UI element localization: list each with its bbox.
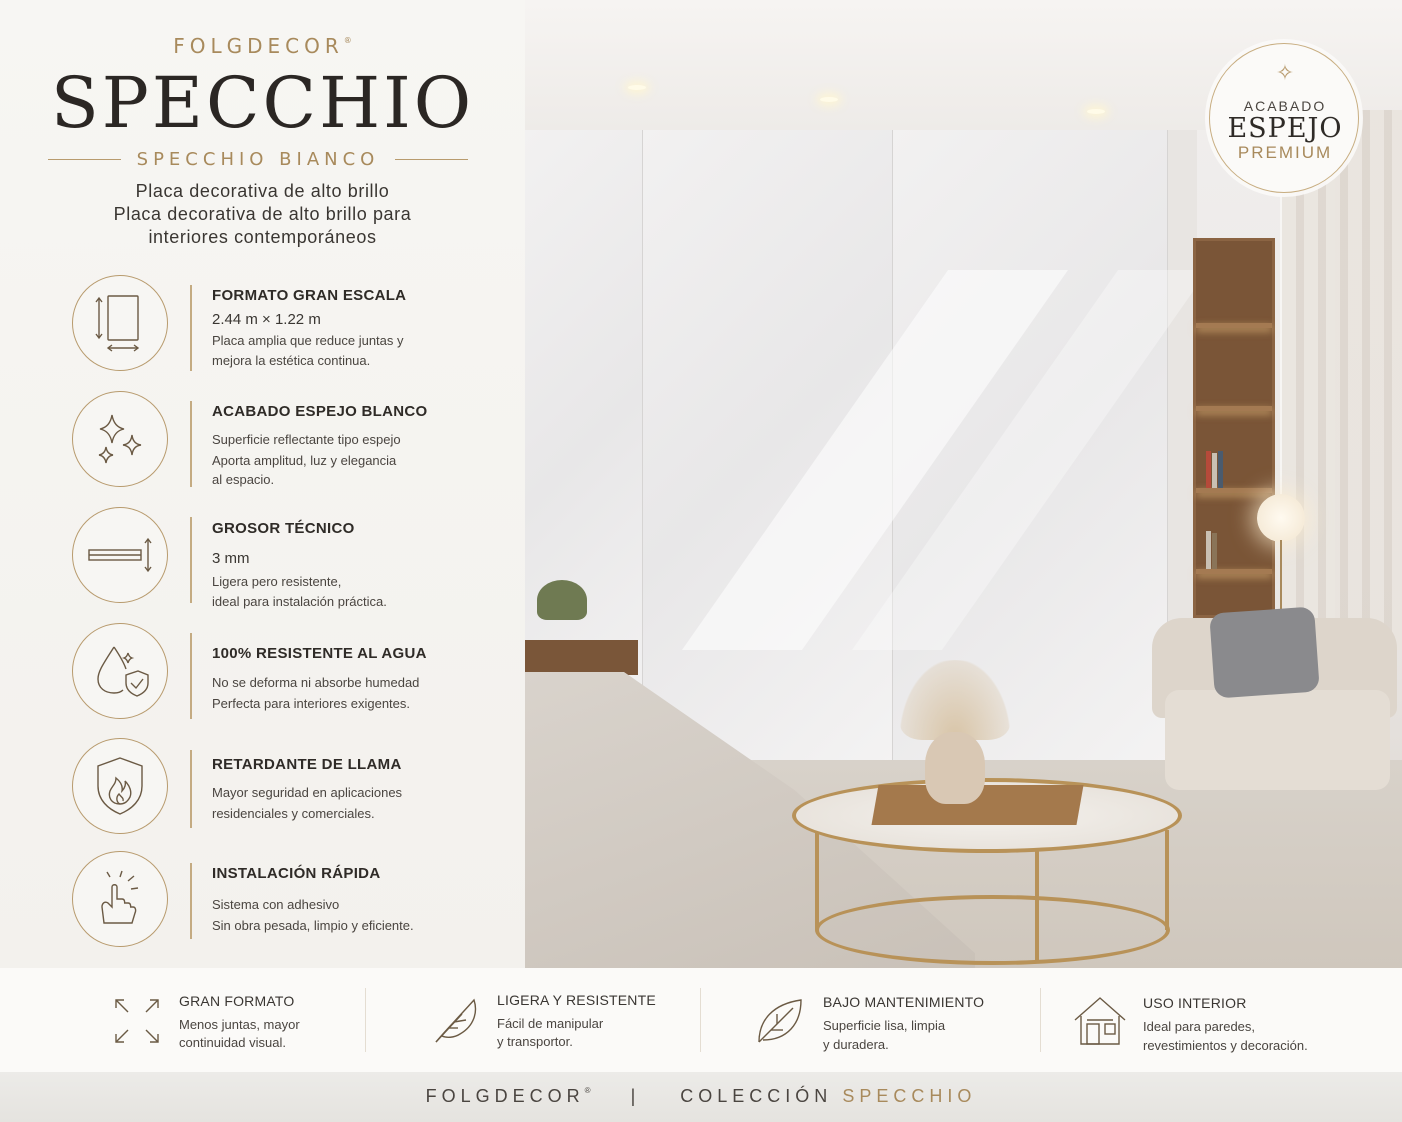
vase bbox=[925, 732, 985, 804]
benefit-desc: continuidad visual. bbox=[179, 1035, 286, 1050]
benefit-desc: Superficie lisa, limpia bbox=[823, 1018, 946, 1033]
feature-spec: 3 mm bbox=[212, 550, 250, 567]
panel-dimensions-icon bbox=[72, 275, 168, 371]
benefit-desc: revestimientos y decoración. bbox=[1143, 1038, 1308, 1053]
thickness-icon bbox=[72, 507, 168, 603]
book bbox=[1212, 533, 1217, 569]
benefit-desc: y transportor. bbox=[497, 1034, 573, 1049]
pampas-grass bbox=[900, 660, 1010, 740]
feature-divider bbox=[190, 750, 192, 828]
footer-brand: FOLGDECOR bbox=[425, 1086, 585, 1106]
book bbox=[1206, 531, 1211, 569]
registered-mark: ® bbox=[584, 1086, 591, 1095]
tagline-line: interiores contemporáneos bbox=[148, 227, 377, 247]
feature-desc: al espacio. bbox=[212, 472, 275, 487]
collection-name: SPECCHIO bbox=[842, 1086, 977, 1106]
hand-press-icon bbox=[72, 851, 168, 947]
tagline bbox=[0, 180, 525, 249]
shelf bbox=[1196, 323, 1272, 328]
feature-title: ACABADO ESPEJO BLANCO bbox=[212, 403, 428, 420]
benefit-item bbox=[430, 968, 690, 1072]
feature-divider bbox=[190, 517, 192, 603]
leaf-icon bbox=[753, 994, 807, 1048]
benefit-desc: Fácil de manipular bbox=[497, 1016, 604, 1031]
footer-text bbox=[0, 1086, 1402, 1107]
ceiling-light bbox=[1087, 109, 1105, 114]
product-title: SPECCHIO bbox=[50, 62, 475, 144]
house-icon bbox=[1073, 994, 1127, 1048]
strip-divider bbox=[700, 988, 701, 1052]
shelf bbox=[1196, 569, 1272, 574]
flame-shield-icon bbox=[72, 738, 168, 834]
feature-desc: residenciales y comerciales. bbox=[212, 806, 375, 821]
feature-title: FORMATO GRAN ESCALA bbox=[212, 287, 407, 304]
benefit-desc: Menos juntas, mayor bbox=[179, 1017, 300, 1032]
footer-divider: | bbox=[630, 1086, 641, 1106]
badge-line: ACABADO bbox=[1243, 98, 1327, 114]
expand-arrows-icon bbox=[110, 994, 164, 1048]
sparkles-icon bbox=[72, 391, 168, 487]
feature-desc: Placa amplia que reduce juntas y bbox=[212, 333, 404, 348]
feature-spec: 2.44 m × 1.22 m bbox=[212, 311, 321, 328]
feature-desc: mejora la estética continua. bbox=[212, 353, 371, 368]
table-base bbox=[815, 895, 1170, 965]
table-leg bbox=[1035, 850, 1039, 960]
feature-title: 100% RESISTENTE AL AGUA bbox=[212, 645, 427, 662]
benefit-title: USO INTERIOR bbox=[1143, 995, 1247, 1011]
feature-install bbox=[0, 851, 525, 961]
feature-desc: Sistema con adhesivo bbox=[212, 897, 340, 912]
benefit-desc: Ideal para paredes, bbox=[1143, 1019, 1256, 1034]
feature-format bbox=[0, 275, 525, 385]
product-subtitle: SPECCHIO BIANCO bbox=[136, 148, 380, 170]
feature-desc: Ligera pero resistente, bbox=[212, 574, 342, 589]
feature-title: INSTALACIÓN RÁPIDA bbox=[212, 865, 381, 882]
tagline-line: Placa decorativa de alto brillo para bbox=[113, 204, 412, 224]
benefit-item bbox=[753, 968, 1023, 1072]
table-leg bbox=[815, 830, 819, 930]
feature-title: GROSOR TÉCNICO bbox=[212, 520, 355, 537]
badge-line: ESPEJO bbox=[1227, 113, 1343, 144]
strip-divider bbox=[1040, 988, 1041, 1052]
table-leg bbox=[1165, 830, 1169, 930]
armchair-seat bbox=[1165, 690, 1390, 790]
feature-finish bbox=[0, 391, 525, 501]
benefit-title: BAJO MANTENIMIENTO bbox=[823, 994, 985, 1010]
brand-name: FOLGDECOR bbox=[173, 34, 344, 58]
benefit-desc: y duradera. bbox=[823, 1037, 889, 1052]
feature-desc: Superficie reflectante tipo espejo bbox=[212, 432, 401, 447]
badge-line: PREMIUM bbox=[1237, 143, 1333, 162]
benefit-item bbox=[1073, 968, 1373, 1072]
floor-lamp bbox=[1257, 494, 1305, 542]
feature-desc: Mayor seguridad en aplicaciones bbox=[212, 785, 403, 800]
book bbox=[1212, 453, 1217, 488]
feature-desc: Perfecta para interiores exigentes. bbox=[212, 696, 410, 711]
benefits-strip bbox=[0, 968, 1402, 1072]
feature-thickness bbox=[0, 507, 525, 617]
shelf bbox=[1196, 488, 1272, 493]
feature-divider bbox=[190, 285, 192, 371]
feature-water bbox=[0, 623, 525, 733]
bookshelf bbox=[1193, 238, 1275, 618]
shelf bbox=[1196, 406, 1272, 411]
collection-label: COLECCIÓN bbox=[680, 1086, 833, 1106]
ceiling-light bbox=[628, 85, 646, 90]
feature-desc: Aporta amplitud, luz y elegancia bbox=[212, 453, 397, 468]
feature-desc: Sin obra pesada, limpio y eficiente. bbox=[212, 918, 414, 933]
divider-left bbox=[48, 159, 121, 160]
brand-logo bbox=[0, 34, 525, 58]
pillow bbox=[1209, 606, 1320, 698]
benefit-title: LIGERA Y RESISTENTE bbox=[497, 992, 656, 1008]
water-drop-shield-icon bbox=[72, 623, 168, 719]
subtitle-row bbox=[48, 146, 468, 172]
feature-flame bbox=[0, 738, 525, 848]
feather-icon bbox=[430, 994, 484, 1048]
benefit-title: GRAN FORMATO bbox=[179, 993, 295, 1009]
ceiling-light bbox=[820, 97, 838, 102]
sparkle-icon: ✧ bbox=[1275, 60, 1295, 85]
divider-right bbox=[395, 159, 468, 160]
plant bbox=[537, 580, 587, 620]
feature-desc: ideal para instalación práctica. bbox=[212, 594, 387, 609]
tagline-line: Placa decorativa de alto brillo bbox=[135, 181, 390, 201]
premium-badge bbox=[1209, 43, 1359, 193]
feature-desc: No se deforma ni absorbe humedad bbox=[212, 675, 420, 690]
footer bbox=[0, 1072, 1402, 1122]
strip-divider bbox=[365, 988, 366, 1052]
side-table bbox=[525, 640, 638, 675]
benefit-item bbox=[110, 968, 360, 1072]
feature-title: RETARDANTE DE LLAMA bbox=[212, 756, 402, 773]
book bbox=[1206, 451, 1211, 488]
feature-divider bbox=[190, 633, 192, 719]
registered-mark: ® bbox=[343, 36, 352, 45]
product-info-panel bbox=[0, 0, 525, 968]
feature-divider bbox=[190, 401, 192, 487]
feature-divider bbox=[190, 863, 192, 939]
book bbox=[1218, 451, 1223, 488]
